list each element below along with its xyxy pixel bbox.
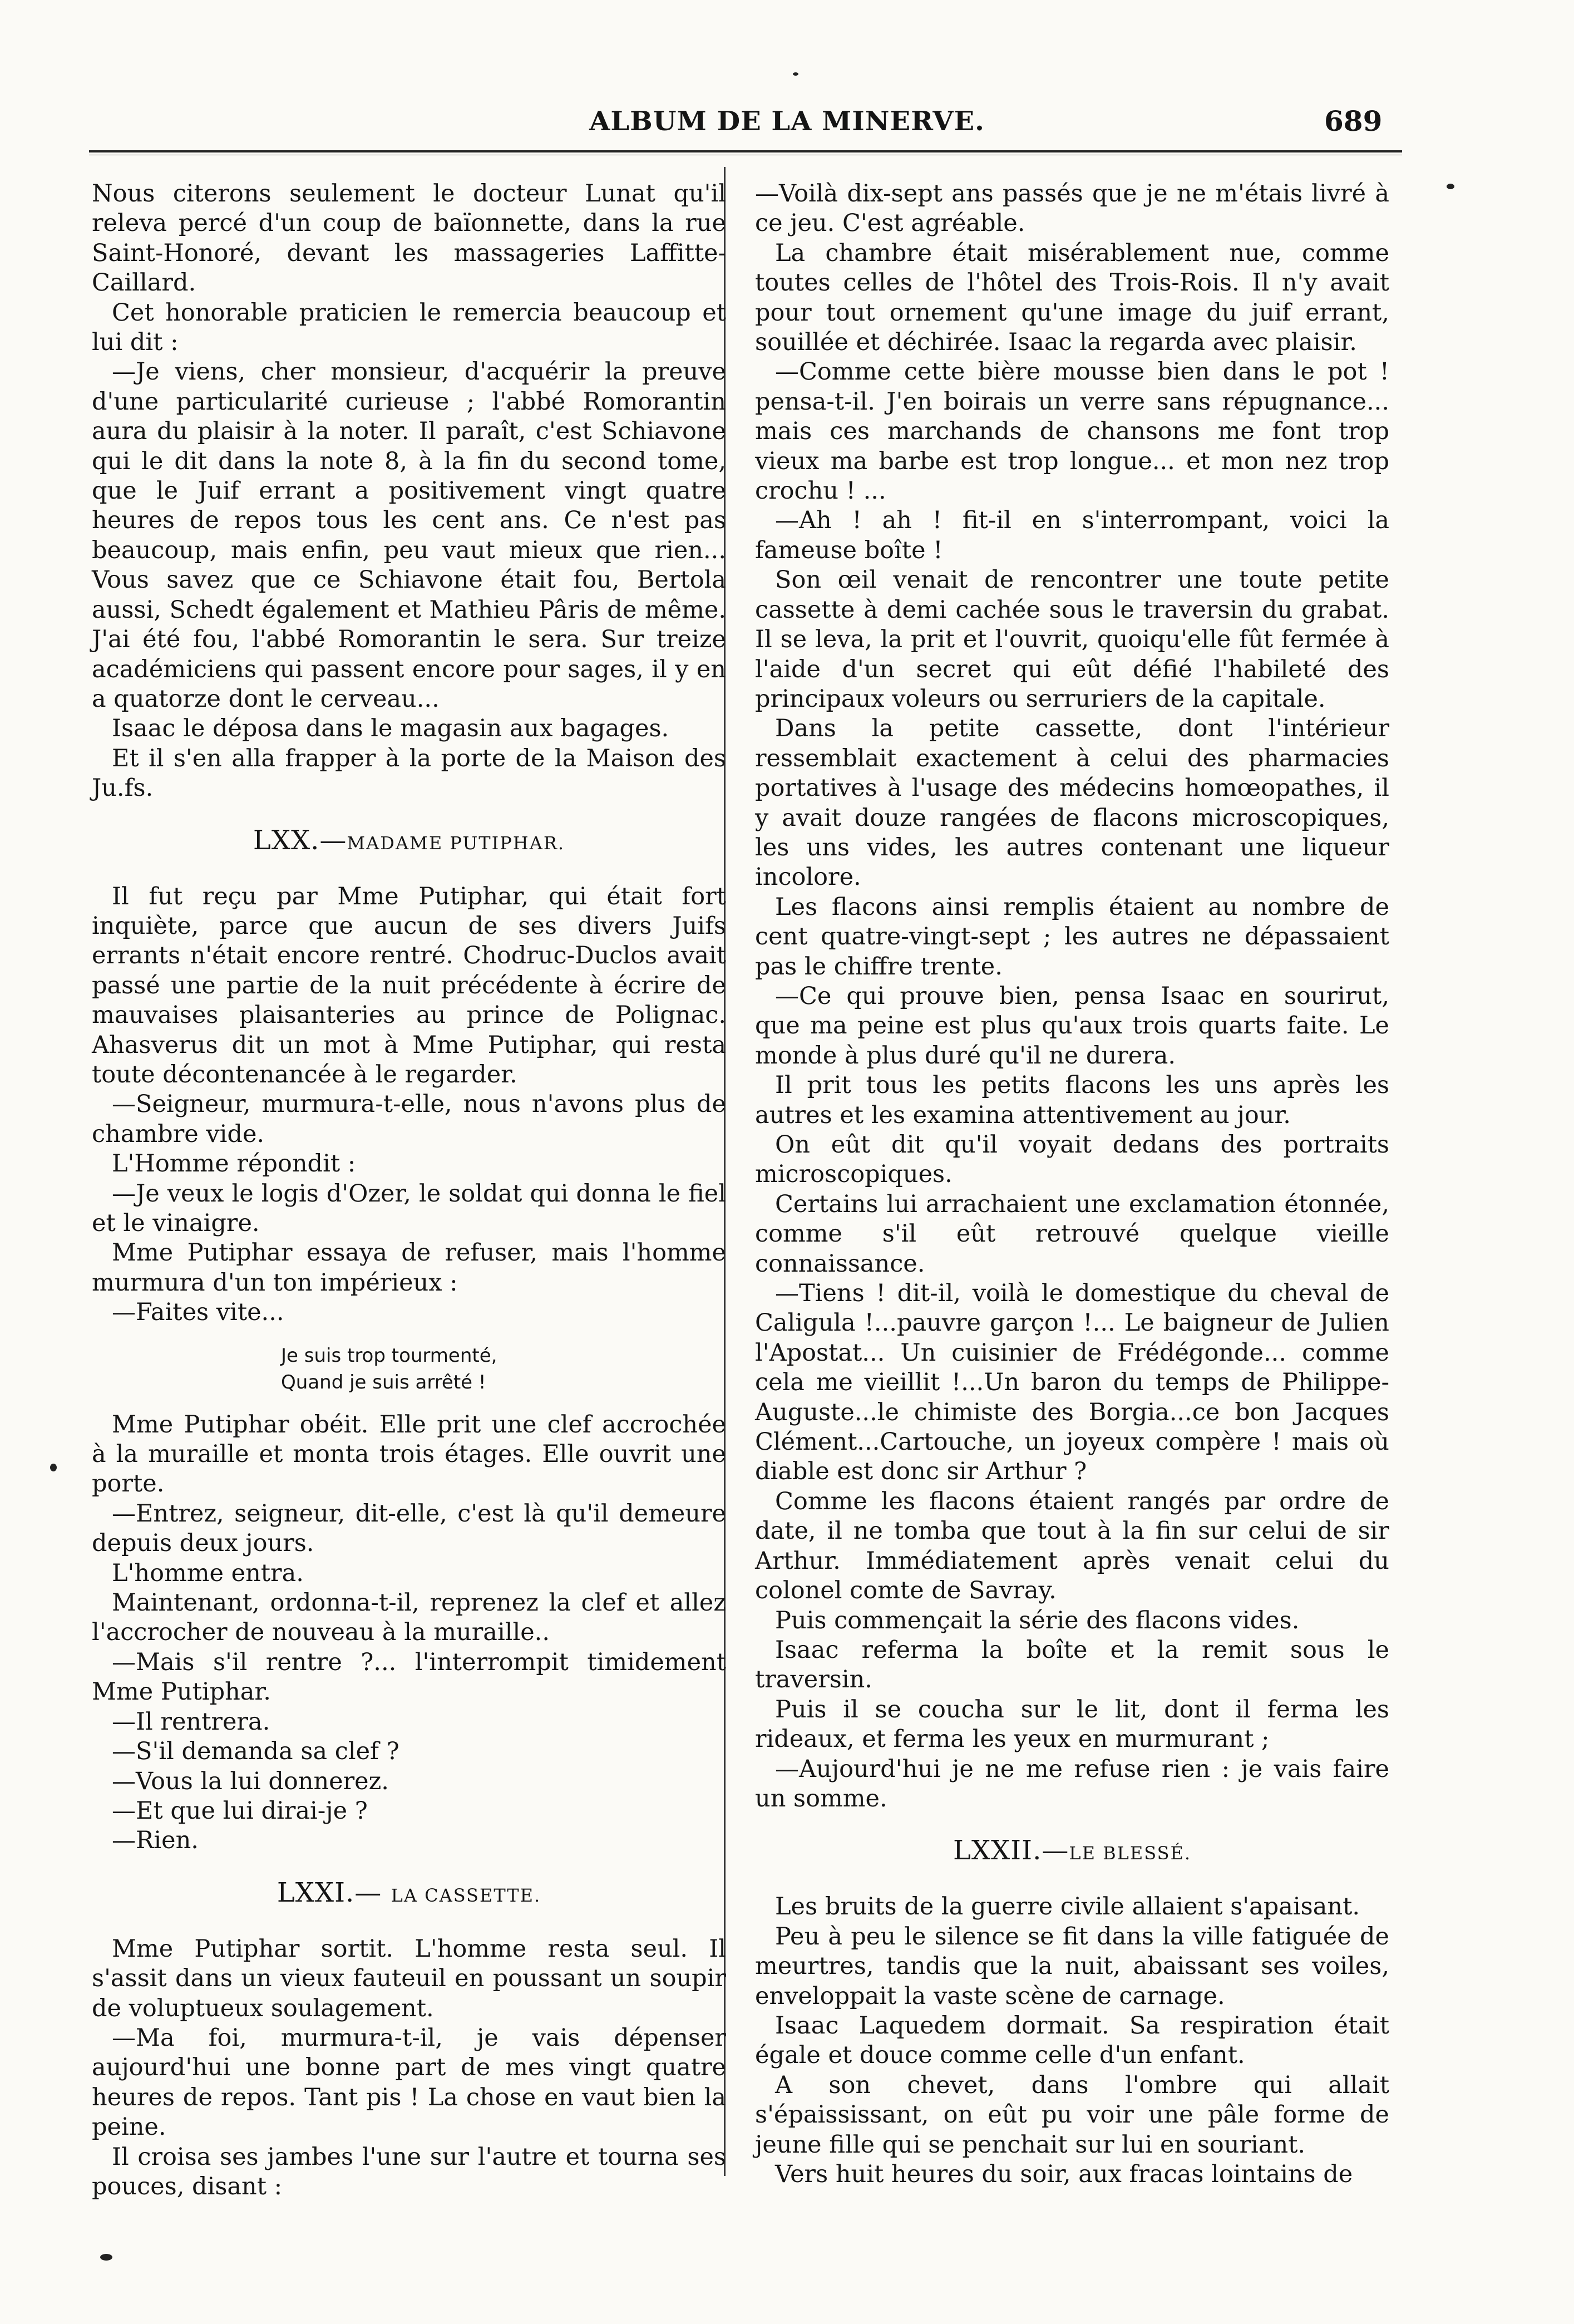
- paragraph: Les bruits de la guerre civile allaient s'apaisant.: [775, 1893, 1360, 1921]
- paragraph: Cet honorable praticien le remercia beaucoup et lui dit :: [92, 298, 726, 357]
- verse-quote: [92, 1342, 726, 1396]
- running-header-title: ALBUM DE LA MINERVE.: [589, 106, 985, 137]
- paragraph: —Et que lui dirai-je ?: [112, 1796, 368, 1825]
- paragraph: A son chevet, dans l'ombre qui allait s'épaississant, on eût pu voir une pâle forme de jeune fille qui se penchait sur lui en souriant.: [755, 2071, 1389, 2159]
- chapter-number: LXXII.—: [953, 1835, 1069, 1867]
- paragraph: —Voilà dix-sept ans passés que je ne m'étais livré à ce jeu. C'est agréable.: [755, 180, 1389, 238]
- page-number: 689: [1324, 105, 1383, 137]
- paragraph: —Je veux le logis d'Ozer, le soldat qui donna le fiel et le vinaigre.: [92, 1179, 726, 1237]
- chapter-number: LXX.—: [253, 824, 347, 856]
- paragraph: —Mais s'il rentre ?... l'interrompit timidement Mme Putiphar.: [92, 1648, 726, 1706]
- chapter-number: LXXI.—: [277, 1877, 391, 1908]
- paragraph: Mme Putiphar sortit. L'homme resta seul. Il s'assit dans un vieux fauteuil en poussant un soupir de voluptueux soulagement.: [92, 1934, 726, 2022]
- paragraph: Il prit tous les petits flacons les uns après les autres et les examina attentivement au jour.: [755, 1071, 1389, 1129]
- paragraph: —Seigneur, murmura-t-elle, nous n'avons plus de chambre vide.: [92, 1090, 726, 1148]
- paragraph: Nous citerons seulement le docteur Lunat qu'il releva percé d'un coup de baïonnette, dans la rue Saint-Honoré, devant les massageries Laffitte-Caillard.: [92, 180, 726, 297]
- paragraph: Son œil venait de rencontrer une toute petite cassette à demi cachée sous le traversin du grabat. Il se leva, la prit et l'ouvrit, quoiqu'elle fût fermée à l'aide d'un secret qui eût défié l'habileté des principaux voleurs ou serruriers de la capitale.: [755, 566, 1389, 713]
- paragraph: —Rien.: [112, 1826, 199, 1855]
- paragraph: Isaac referma la boîte et la remit sous le traversin.: [755, 1636, 1389, 1694]
- paragraph: Isaac le déposa dans le magasin aux bagages.: [112, 715, 669, 743]
- verse-line: Je suis trop tourmenté,: [281, 1344, 497, 1367]
- paragraph: —Ma foi, murmura-t-il, je vais dépenser aujourd'hui une bonne part de mes vingt quatre heures de repos. Tant pis ! La chose en vaut bien la peine.: [92, 2023, 726, 2141]
- paragraph: —Je viens, cher monsieur, d'acquérir la preuve d'une particularité curieuse ; l'abbé Romorantin aura du plaisir à la noter. Il paraît, c'est Schiavone qui le dit dans la note 8, à la fin du second tome, que le Juif errant a positivement vingt quatre heures de repos tous les cent ans. Ce n'est pas beaucoup, mais enfin, peu vaut mieux que rien... Vous savez que ce Schiavone était fou, Bertola aussi, Schedt également et Mathieu Pâris de même. J'ai été fou, l'abbé Romorantin le sera. Sur treize académiciens qui passent encore pour sages, il y en a quatorze dont le cerveau...: [92, 358, 726, 713]
- paragraph: Dans la petite cassette, dont l'intérieur ressemblait exactement à celui des pharmacies portatives à l'usage des médecins homœopathes, il y avait douze rangées de flacons microscopiques, les uns vides, les autres contenant une liqueur incolore.: [755, 715, 1389, 892]
- paragraph: Puis il se coucha sur le lit, dont il ferma les rideaux, et ferma les yeux en murmurant ;: [755, 1695, 1389, 1754]
- paragraph: Isaac Laquedem dormait. Sa respiration était égale et douce comme celle d'un enfant.: [755, 2011, 1389, 2070]
- paragraph: —S'il demanda sa clef ?: [112, 1737, 399, 1766]
- paragraph: —Aujourd'hui je ne me refuse rien : je vais faire un somme.: [755, 1755, 1389, 1813]
- paragraph: Vers huit heures du soir, aux fracas lointains de: [775, 2160, 1353, 2188]
- verse-line: Quand je suis arrêté !: [281, 1371, 486, 1394]
- chapter-title: LA CASSETTE.: [391, 1884, 541, 1906]
- chapter-heading-lxx: [92, 824, 726, 860]
- paragraph: Maintenant, ordonna-t-il, reprenez la clef et allez l'accrocher de nouveau à la muraille..: [92, 1589, 726, 1647]
- paragraph: Et il s'en alla frapper à la porte de la Maison des Ju.fs.: [92, 744, 726, 802]
- paragraph: Mme Putiphar obéit. Elle prit une clef accrochée à la muraille et monta trois étages. Elle ouvrit une porte.: [92, 1410, 726, 1498]
- paragraph: —Entrez, seigneur, dit-elle, c'est là qu'il demeure depuis deux jours.: [92, 1499, 726, 1558]
- paragraph: Puis commençait la série des flacons vides.: [775, 1606, 1300, 1634]
- paragraph: L'homme entra.: [112, 1559, 304, 1587]
- paragraph: —Vous la lui donnerez.: [112, 1767, 389, 1795]
- paragraph: —Ah ! ah ! fit-il en s'interrompant, voici la fameuse boîte !: [755, 506, 1389, 564]
- ink-speck: [1447, 184, 1454, 189]
- paragraph: Mme Putiphar essaya de refuser, mais l'homme murmura d'un ton impérieux :: [92, 1239, 726, 1297]
- paragraph: Il fut reçu par Mme Putiphar, qui était fort inquiète, parce que aucun de ses divers Juifs errants n'était encore rentré. Chodruc-Duclos avait passé une partie de la nuit précédente à écrire de mauvaises plaisanteries au prince de Polignac. Ahasverus dit un mot à Mme Putiphar, qui resta toute décontenancée à le regarder.: [92, 882, 726, 1089]
- header-rule: [89, 150, 1402, 155]
- paragraph: —Faites vite...: [112, 1298, 284, 1327]
- paragraph: La chambre était misérablement nue, comme toutes celles de l'hôtel des Trois-Rois. Il n'y avait pour tout ornement qu'une image du juif errant, souillée et déchirée. Isaac la regarda avec plaisir.: [755, 239, 1389, 357]
- chapter-heading-lxxii: [755, 1834, 1389, 1870]
- paragraph: —Ce qui prouve bien, pensa Isaac en sourirut, que ma peine est plus qu'aux trois quarts faite. Le monde à plus duré qu'il ne durera.: [755, 982, 1389, 1070]
- ink-speck: [50, 1464, 57, 1471]
- paragraph: Les flacons ainsi remplis étaient au nombre de cent quatre-vingt-sept ; les autres ne dépassaient pas le chiffre trente.: [755, 893, 1389, 981]
- ink-speck: [793, 72, 798, 76]
- paragraph: On eût dit qu'il voyait dedans des portraits microscopiques.: [755, 1131, 1389, 1189]
- paragraph: Il croisa ses jambes l'une sur l'autre et tourna ses pouces, disant :: [92, 2143, 726, 2200]
- paragraph: Certains lui arrachaient une exclamation étonnée, comme s'il eût retrouvé quelque vieille connaissance.: [755, 1190, 1389, 1278]
- paragraph: —Tiens ! dit-il, voilà le domestique du cheval de Caligula !...pauvre garçon !... Le baigneur de Julien l'Apostat... Un cuisinier de Frédégonde... comme cela me vieillit !...Un baron du temps de Philippe-Auguste...le chimiste des Borgia...ce bon Jacques Clément...Cartouche, un joyeux compère ! mais où diable est donc sir Arthur ?: [755, 1279, 1389, 1486]
- paragraph: Comme les flacons étaient rangés par ordre de date, il ne tomba que tout à la fin sur celui de sir Arthur. Immédiatement après venait celui du colonel comte de Savray.: [755, 1487, 1389, 1605]
- left-column: [92, 179, 726, 2202]
- right-column: [755, 179, 1389, 2189]
- paragraph: Peu à peu le silence se fit dans la ville fatiguée de meurtres, tandis que la nuit, abaissant ses voiles, enveloppait la vaste scène de carnage.: [755, 1922, 1389, 2010]
- paragraph: —Comme cette bière mousse bien dans le pot ! pensa-t-il. J'en boirais un verre sans répugnance... mais ces marchands de chansons me font trop vieux ma barbe est trop longue... et mon nez trop crochu ! ...: [755, 358, 1389, 505]
- chapter-heading-lxxi: [92, 1876, 726, 1912]
- paragraph: —Il rentrera.: [112, 1707, 270, 1736]
- chapter-title: LE BLESSÉ.: [1069, 1843, 1192, 1864]
- chapter-title: MADAME PUTIPHAR.: [347, 832, 565, 854]
- paragraph: L'Homme répondit :: [112, 1150, 356, 1178]
- ink-speck: [100, 2254, 112, 2261]
